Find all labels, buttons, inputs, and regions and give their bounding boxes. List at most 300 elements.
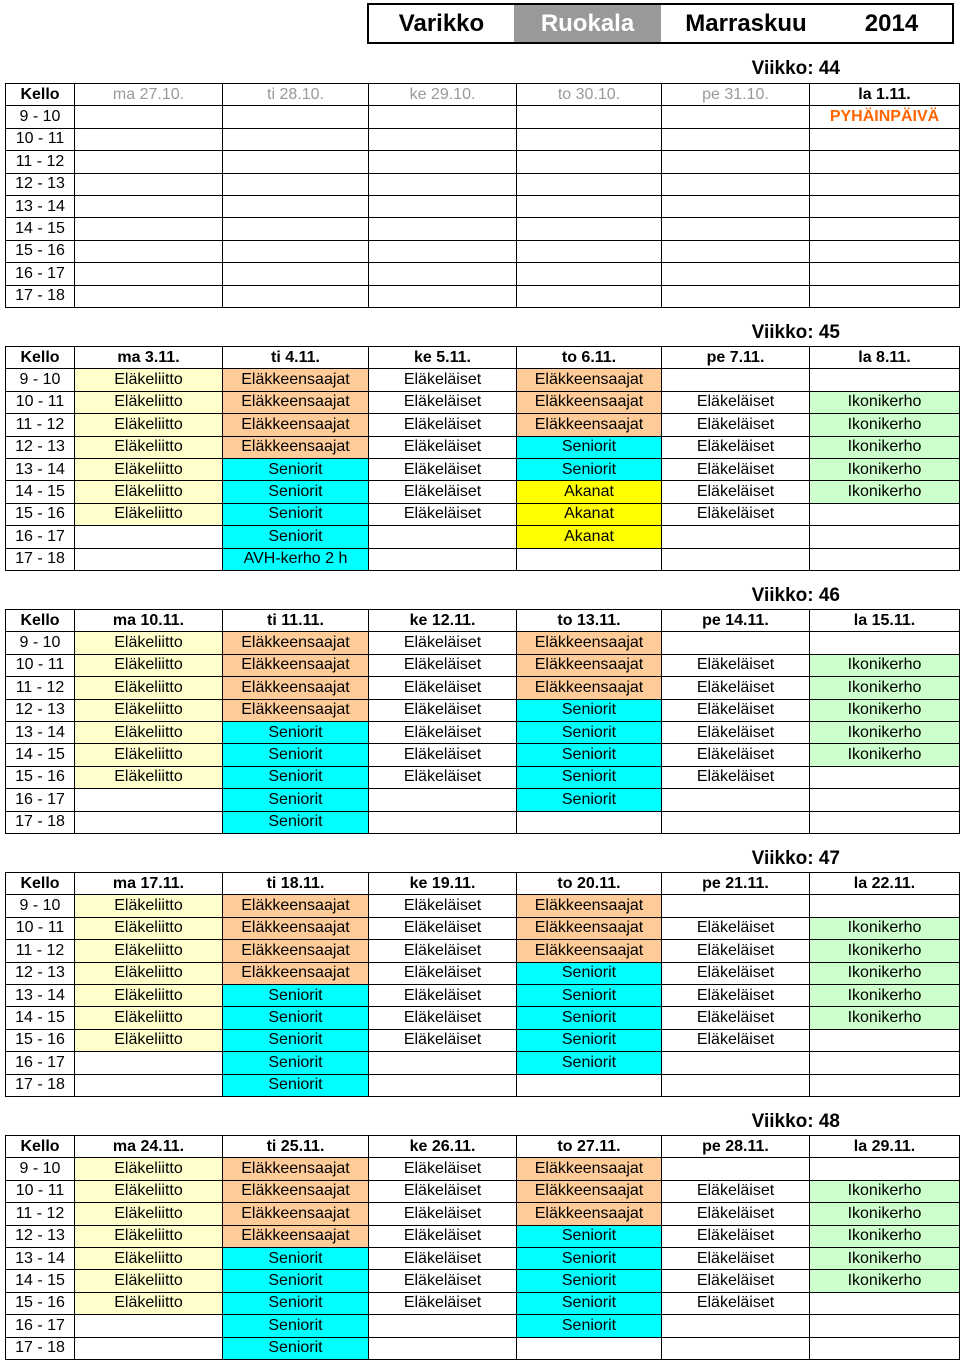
schedule-cell: Ikonikerho [810, 917, 960, 939]
schedule-cell [517, 1337, 662, 1359]
table-row [6, 1315, 960, 1337]
table-row [6, 503, 960, 525]
schedule-cell [810, 240, 960, 262]
schedule-cell: Eläkeliitto [75, 414, 223, 436]
table-header-row [6, 1136, 960, 1158]
table-row [6, 369, 960, 391]
schedule-cell: Seniorit [517, 1315, 662, 1337]
schedule-cell: Ikonikerho [810, 962, 960, 984]
schedule-cell: Eläkeläiset [662, 503, 810, 525]
schedule-cell: Eläkkeensaajat [517, 391, 662, 413]
schedule-cell: Eläkeläiset [662, 721, 810, 743]
schedule-cell [517, 151, 662, 173]
time-column-header: Kello [6, 1136, 75, 1158]
schedule-cell: Eläkeläiset [369, 766, 517, 788]
schedule-cell [517, 173, 662, 195]
schedule-cell: Eläkeliitto [75, 744, 223, 766]
schedule-cell [810, 895, 960, 917]
schedule-cell: AVH-kerho 2 h [223, 548, 369, 570]
table-row [6, 1180, 960, 1202]
schedule-cell: Eläkeliitto [75, 699, 223, 721]
schedule-cell [810, 632, 960, 654]
schedule-cell: Eläkkeensaajat [517, 1203, 662, 1225]
schedule-cell [75, 128, 223, 150]
table-row [6, 414, 960, 436]
schedule-cell [369, 811, 517, 833]
day-header: to 20.11. [517, 873, 662, 895]
schedule-cell: Eläkkeensaajat [517, 677, 662, 699]
schedule-cell: Eläkkeensaajat [517, 654, 662, 676]
schedule-cell [517, 195, 662, 217]
table-row [6, 128, 960, 150]
schedule-cell [75, 106, 223, 128]
schedule-cell: Seniorit [517, 789, 662, 811]
schedule-cell: Seniorit [223, 744, 369, 766]
schedule-cell [662, 548, 810, 570]
schedule-cell [662, 263, 810, 285]
table-row [6, 962, 960, 984]
schedule-cell: Eläkkeensaajat [223, 677, 369, 699]
schedule-cell: Eläkeläiset [369, 699, 517, 721]
table-row [6, 811, 960, 833]
schedule-cell: Seniorit [223, 1052, 369, 1074]
table-row [6, 1203, 960, 1225]
schedule-cell [369, 240, 517, 262]
time-slot-label: 17 - 18 [6, 811, 75, 833]
schedule-cell: Eläkeläiset [369, 940, 517, 962]
table-row [6, 721, 960, 743]
day-header: ke 29.10. [369, 84, 517, 106]
schedule-cell [810, 128, 960, 150]
schedule-cell [810, 1292, 960, 1314]
time-slot-label: 16 - 17 [6, 263, 75, 285]
schedule-cell: Seniorit [223, 481, 369, 503]
time-slot-label: 13 - 14 [6, 984, 75, 1006]
schedule-cell [223, 240, 369, 262]
schedule-cell: Eläkeliitto [75, 632, 223, 654]
schedule-cell: Eläkeliitto [75, 391, 223, 413]
schedule-cell [810, 526, 960, 548]
schedule-cell: Eläkeläiset [369, 503, 517, 525]
schedule-cell: Seniorit [223, 1315, 369, 1337]
schedule-cell: Ikonikerho [810, 721, 960, 743]
schedule-cell: Eläkeläiset [369, 1292, 517, 1314]
schedule-cell [810, 1052, 960, 1074]
time-slot-label: 15 - 16 [6, 1292, 75, 1314]
week-table [5, 346, 960, 571]
schedule-cell [517, 106, 662, 128]
day-header: pe 28.11. [662, 1136, 810, 1158]
schedule-cell: Seniorit [223, 458, 369, 480]
table-row [6, 789, 960, 811]
time-slot-label: 9 - 10 [6, 1158, 75, 1180]
time-slot-label: 17 - 18 [6, 1074, 75, 1096]
time-slot-label: 11 - 12 [6, 1203, 75, 1225]
time-slot-label: 12 - 13 [6, 1225, 75, 1247]
schedule-cell [75, 151, 223, 173]
time-slot-label: 15 - 16 [6, 503, 75, 525]
time-slot-label: 12 - 13 [6, 436, 75, 458]
table-row [6, 940, 960, 962]
time-slot-label: 13 - 14 [6, 195, 75, 217]
schedule-cell [517, 218, 662, 240]
schedule-cell [662, 369, 810, 391]
time-slot-label: 14 - 15 [6, 1007, 75, 1029]
schedule-cell [810, 1029, 960, 1051]
table-row [6, 195, 960, 217]
schedule-cell [810, 548, 960, 570]
schedule-cell: Eläkkeensaajat [517, 632, 662, 654]
time-slot-label: 10 - 11 [6, 654, 75, 676]
schedule-cell: Eläkeläiset [662, 391, 810, 413]
schedule-cell: Ikonikerho [810, 1180, 960, 1202]
schedule-cell: Ikonikerho [810, 414, 960, 436]
schedule-cell [369, 195, 517, 217]
schedule-cell [75, 811, 223, 833]
schedule-cell [369, 1315, 517, 1337]
schedule-cell: Eläkkeensaajat [517, 1158, 662, 1180]
schedule-cell: Seniorit [223, 789, 369, 811]
schedule-cell: Eläkeläiset [369, 654, 517, 676]
schedule-cell [75, 285, 223, 307]
schedule-cell: Eläkkeensaajat [223, 654, 369, 676]
schedule-cell [75, 195, 223, 217]
schedule-cell [810, 766, 960, 788]
schedule-cell [75, 526, 223, 548]
schedule-cell: Ikonikerho [810, 391, 960, 413]
schedule-cell [810, 503, 960, 525]
schedule-cell: Seniorit [517, 458, 662, 480]
schedule-cell: Eläkkeensaajat [517, 414, 662, 436]
schedule-cell: Eläkeläiset [662, 917, 810, 939]
week-table [5, 83, 960, 308]
time-slot-label: 16 - 17 [6, 789, 75, 811]
schedule-cell: Eläkeliitto [75, 503, 223, 525]
day-header: to 6.11. [517, 347, 662, 369]
header-place: Varikko [398, 9, 485, 37]
schedule-cell: Seniorit [223, 1029, 369, 1051]
schedule-cell: Seniorit [223, 721, 369, 743]
schedule-cell: Seniorit [223, 1270, 369, 1292]
schedule-cell: Eläkeliitto [75, 1225, 223, 1247]
schedule-cell [369, 106, 517, 128]
day-header: ma 17.11. [75, 873, 223, 895]
schedule-cell: Seniorit [517, 1225, 662, 1247]
schedule-cell: Seniorit [223, 766, 369, 788]
schedule-cell [369, 263, 517, 285]
schedule-cell: Eläkeläiset [369, 721, 517, 743]
time-slot-label: 11 - 12 [6, 414, 75, 436]
schedule-cell: Eläkkeensaajat [517, 1180, 662, 1202]
table-row [6, 436, 960, 458]
table-row [6, 151, 960, 173]
day-header: pe 14.11. [662, 610, 810, 632]
table-row [6, 391, 960, 413]
schedule-cell [223, 128, 369, 150]
schedule-cell: Seniorit [517, 744, 662, 766]
schedule-cell [223, 263, 369, 285]
schedule-cell [517, 285, 662, 307]
schedule-cell: Eläkeliitto [75, 1158, 223, 1180]
schedule-cell [369, 526, 517, 548]
header-room: Ruokala [514, 5, 661, 42]
schedule-cell: Eläkeläiset [662, 1007, 810, 1029]
time-slot-label: 9 - 10 [6, 369, 75, 391]
schedule-cell [662, 218, 810, 240]
schedule-cell: Eläkeliitto [75, 458, 223, 480]
schedule-cell: Eläkkeensaajat [517, 940, 662, 962]
week-label: Viikko: 47 [751, 848, 840, 869]
schedule-cell: Seniorit [223, 1337, 369, 1359]
schedule-cell: Eläkeläiset [369, 391, 517, 413]
schedule-cell: Seniorit [223, 1007, 369, 1029]
table-row [6, 1292, 960, 1314]
day-header: ma 24.11. [75, 1136, 223, 1158]
schedule-cell [75, 1074, 223, 1096]
week-label: Viikko: 44 [751, 58, 840, 79]
schedule-cell: Eläkkeensaajat [223, 962, 369, 984]
time-slot-label: 17 - 18 [6, 285, 75, 307]
schedule-cell: Eläkeliitto [75, 1292, 223, 1314]
day-header: pe 21.11. [662, 873, 810, 895]
time-slot-label: 14 - 15 [6, 1270, 75, 1292]
time-slot-label: 16 - 17 [6, 1052, 75, 1074]
day-header: to 30.10. [517, 84, 662, 106]
schedule-cell [369, 1337, 517, 1359]
schedule-cell: Eläkkeensaajat [517, 369, 662, 391]
day-header: to 13.11. [517, 610, 662, 632]
schedule-cell [223, 151, 369, 173]
header-month: Marraskuu [685, 9, 807, 37]
time-column-header: Kello [6, 347, 75, 369]
schedule-cell: Eläkeläiset [662, 744, 810, 766]
schedule-header [367, 3, 954, 44]
schedule-cell [810, 263, 960, 285]
day-header: ke 12.11. [369, 610, 517, 632]
time-slot-label: 14 - 15 [6, 744, 75, 766]
week-label: Viikko: 48 [751, 1111, 840, 1132]
schedule-cell [369, 285, 517, 307]
schedule-cell: Seniorit [223, 1074, 369, 1096]
table-header-row [6, 873, 960, 895]
schedule-cell: Seniorit [517, 1247, 662, 1269]
schedule-cell: Eläkkeensaajat [223, 1180, 369, 1202]
schedule-cell: Eläkkeensaajat [223, 369, 369, 391]
schedule-cell: Eläkeläiset [369, 1180, 517, 1202]
schedule-cell: Eläkeläiset [369, 632, 517, 654]
schedule-cell: Eläkeläiset [369, 1158, 517, 1180]
schedule-cell [369, 789, 517, 811]
schedule-cell: Eläkkeensaajat [517, 895, 662, 917]
table-row [6, 263, 960, 285]
time-slot-label: 17 - 18 [6, 1337, 75, 1359]
schedule-cell: Eläkeläiset [662, 1270, 810, 1292]
schedule-cell [75, 789, 223, 811]
schedule-cell: Eläkeliitto [75, 1007, 223, 1029]
schedule-cell: Eläkkeensaajat [223, 391, 369, 413]
time-slot-label: 14 - 15 [6, 481, 75, 503]
schedule-cell: Seniorit [223, 811, 369, 833]
time-slot-label: 15 - 16 [6, 1029, 75, 1051]
schedule-cell: Seniorit [517, 1052, 662, 1074]
day-header: la 29.11. [810, 1136, 960, 1158]
schedule-cell: Eläkeliitto [75, 677, 223, 699]
schedule-cell [75, 1052, 223, 1074]
day-header: la 8.11. [810, 347, 960, 369]
day-header: ti 11.11. [223, 610, 369, 632]
schedule-cell: Ikonikerho [810, 1270, 960, 1292]
schedule-cell [662, 789, 810, 811]
day-header: ke 5.11. [369, 347, 517, 369]
day-header: ti 25.11. [223, 1136, 369, 1158]
time-slot-label: 14 - 15 [6, 218, 75, 240]
schedule-cell [75, 1337, 223, 1359]
table-row [6, 548, 960, 570]
schedule-cell [517, 1074, 662, 1096]
schedule-cell: Eläkeläiset [369, 1270, 517, 1292]
time-slot-label: 16 - 17 [6, 526, 75, 548]
schedule-cell [517, 811, 662, 833]
time-column-header: Kello [6, 873, 75, 895]
header-year: 2014 [864, 9, 919, 37]
schedule-cell: Eläkeläiset [369, 436, 517, 458]
schedule-cell [662, 1052, 810, 1074]
schedule-cell: Eläkeläiset [662, 962, 810, 984]
schedule-cell [75, 240, 223, 262]
schedule-cell [369, 1074, 517, 1096]
schedule-cell: Eläkeläiset [369, 369, 517, 391]
table-row [6, 1225, 960, 1247]
table-row [6, 677, 960, 699]
schedule-cell: Eläkkeensaajat [223, 917, 369, 939]
schedule-cell: Eläkeläiset [662, 940, 810, 962]
schedule-cell: Eläkeliitto [75, 917, 223, 939]
week-label: Viikko: 45 [751, 322, 840, 343]
table-row [6, 895, 960, 917]
table-row [6, 984, 960, 1006]
schedule-cell: Seniorit [517, 984, 662, 1006]
table-row [6, 1270, 960, 1292]
schedule-cell: Eläkeläiset [369, 481, 517, 503]
schedule-cell: Eläkeläiset [662, 677, 810, 699]
schedule-cell: Seniorit [223, 1247, 369, 1269]
schedule-cell [75, 548, 223, 570]
schedule-cell [662, 1315, 810, 1337]
schedule-cell: Eläkeläiset [369, 1203, 517, 1225]
schedule-cell: Eläkeläiset [662, 984, 810, 1006]
table-row [6, 1052, 960, 1074]
schedule-cell: Ikonikerho [810, 940, 960, 962]
schedule-cell: Eläkeläiset [662, 654, 810, 676]
table-row [6, 632, 960, 654]
schedule-cell: Seniorit [223, 503, 369, 525]
day-header: la 15.11. [810, 610, 960, 632]
day-header: ke 26.11. [369, 1136, 517, 1158]
schedule-cell [810, 151, 960, 173]
table-header-row [6, 84, 960, 106]
time-slot-label: 10 - 11 [6, 917, 75, 939]
schedule-cell: Ikonikerho [810, 481, 960, 503]
time-slot-label: 16 - 17 [6, 1315, 75, 1337]
schedule-cell: Eläkeläiset [369, 895, 517, 917]
schedule-cell: Eläkeläiset [662, 1029, 810, 1051]
day-header: la 1.11. [810, 84, 960, 106]
time-slot-label: 12 - 13 [6, 699, 75, 721]
table-row [6, 766, 960, 788]
schedule-cell: Eläkeliitto [75, 766, 223, 788]
schedule-cell: Seniorit [517, 962, 662, 984]
table-row [6, 1029, 960, 1051]
schedule-cell: Eläkeläiset [662, 699, 810, 721]
table-row [6, 1158, 960, 1180]
schedule-cell: Seniorit [223, 1292, 369, 1314]
schedule-cell: Eläkeläiset [369, 744, 517, 766]
schedule-cell: Eläkeläiset [662, 1203, 810, 1225]
schedule-cell [810, 173, 960, 195]
schedule-cell: Ikonikerho [810, 436, 960, 458]
table-header-row [6, 610, 960, 632]
day-header: pe 7.11. [662, 347, 810, 369]
schedule-cell: Eläkeläiset [662, 766, 810, 788]
schedule-cell: PYHÄINPÄIVÄ [810, 106, 960, 128]
schedule-cell: Akanat [517, 526, 662, 548]
schedule-cell: Ikonikerho [810, 1225, 960, 1247]
table-row [6, 1337, 960, 1359]
table-row [6, 654, 960, 676]
schedule-cell: Eläkeliitto [75, 1247, 223, 1269]
day-header: ti 28.10. [223, 84, 369, 106]
time-slot-label: 13 - 14 [6, 721, 75, 743]
week-table [5, 1135, 960, 1360]
time-slot-label: 11 - 12 [6, 151, 75, 173]
schedule-cell: Eläkeliitto [75, 654, 223, 676]
schedule-cell [662, 151, 810, 173]
schedule-cell: Seniorit [517, 1007, 662, 1029]
schedule-cell: Eläkeläiset [369, 414, 517, 436]
schedule-cell [662, 1158, 810, 1180]
time-slot-label: 11 - 12 [6, 940, 75, 962]
schedule-cell [662, 526, 810, 548]
schedule-cell [810, 1315, 960, 1337]
week-table [5, 872, 960, 1097]
schedule-cell [517, 128, 662, 150]
time-slot-label: 15 - 16 [6, 766, 75, 788]
table-row [6, 218, 960, 240]
schedule-cell [369, 1052, 517, 1074]
schedule-cell [662, 173, 810, 195]
schedule-cell [810, 1337, 960, 1359]
time-column-header: Kello [6, 610, 75, 632]
schedule-cell: Ikonikerho [810, 699, 960, 721]
schedule-cell [369, 218, 517, 240]
day-header: ma 27.10. [75, 84, 223, 106]
schedule-cell [662, 1337, 810, 1359]
schedule-cell: Eläkeläiset [662, 436, 810, 458]
schedule-cell: Eläkkeensaajat [223, 940, 369, 962]
schedule-cell: Ikonikerho [810, 458, 960, 480]
table-row [6, 699, 960, 721]
time-slot-label: 17 - 18 [6, 548, 75, 570]
schedule-cell: Ikonikerho [810, 1203, 960, 1225]
time-slot-label: 13 - 14 [6, 458, 75, 480]
schedule-cell: Eläkeliitto [75, 1029, 223, 1051]
schedule-cell [223, 173, 369, 195]
schedule-cell [810, 218, 960, 240]
schedule-cell: Eläkeläiset [369, 917, 517, 939]
schedule-cell: Eläkeläiset [369, 962, 517, 984]
schedule-cell [369, 128, 517, 150]
schedule-cell [810, 1158, 960, 1180]
